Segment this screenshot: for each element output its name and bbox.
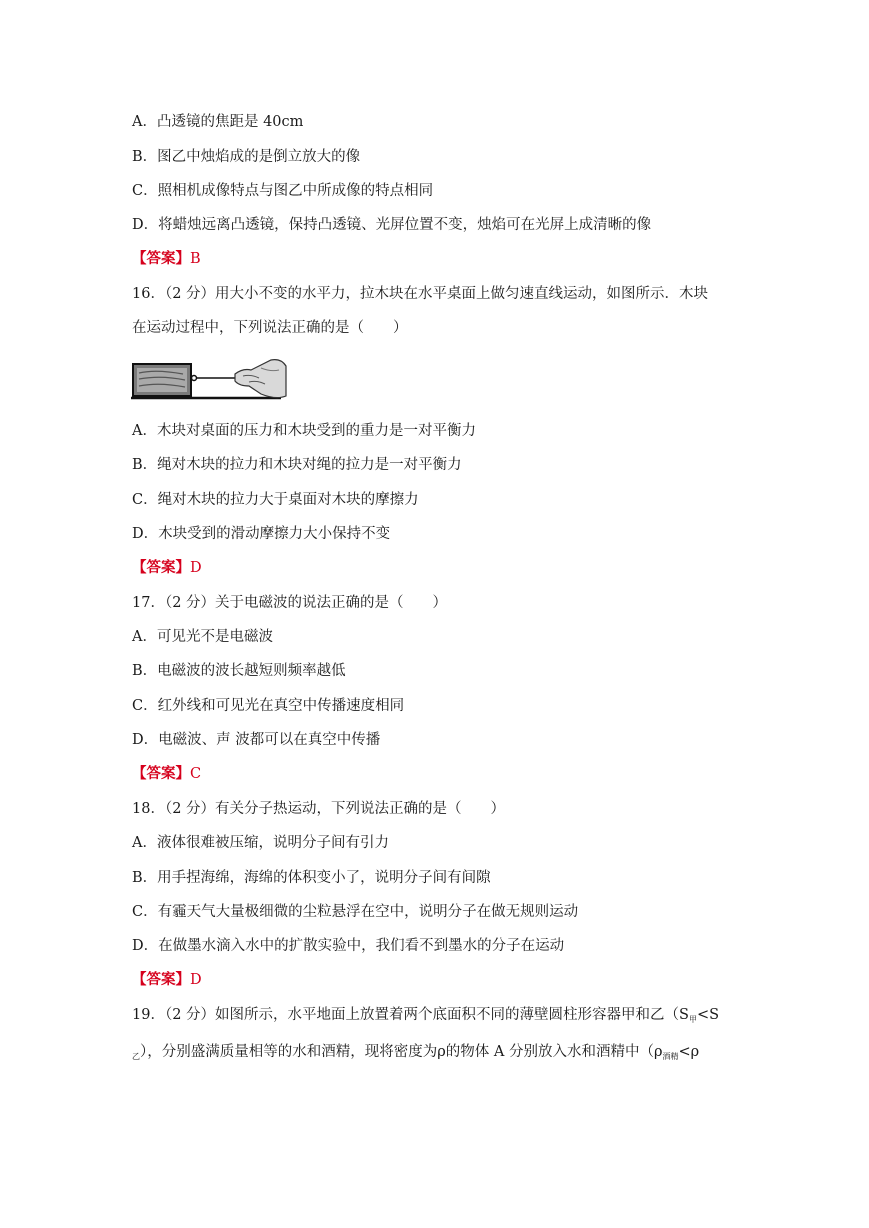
q15-option-b: B．图乙中烛焰成的是倒立放大的像: [132, 149, 361, 165]
q16-answer: [132, 558, 202, 578]
q18-option-c: C．有霾天气大量极细微的尘粒悬浮在空中，说明分子在做无规则运动: [132, 904, 579, 920]
q19-stem-line1: [132, 1005, 719, 1030]
q17-answer: [132, 764, 201, 784]
q17-option-d: D．电磁波、声 波都可以在真空中传播: [132, 732, 381, 748]
q17-option-c: C．红外线和可见光在真空中传播速度相同: [132, 698, 405, 714]
q15-option-c: C．照相机成像特点与图乙中所成像的特点相同: [132, 183, 434, 199]
q19-line2-tail: <ρ: [678, 1044, 700, 1060]
q19-subscript-jiujing: 酒精: [662, 1052, 679, 1061]
q19-line1-tail: <S: [696, 1007, 720, 1023]
q19-line1-text: 19．（2 分）如图所示，水平地面上放置着两个底面积不同的薄壁圆柱形容器甲和乙（S: [132, 1007, 689, 1023]
q15-answer: [132, 249, 201, 269]
answer-label: 【答案】: [132, 765, 190, 782]
q15-option-d: D．将蜡烛远离凸透镜，保持凸透镜、光屏位置不变，烛焰可在光屏上成清晰的像: [132, 217, 652, 233]
q17-stem: 17．（2 分）关于电磁波的说法正确的是（ ）: [132, 595, 448, 611]
q18-option-d: D．在做墨水滴入水中的扩散实验中，我们看不到墨水的分子在运动: [132, 938, 565, 954]
q16-option-c: C．绳对木块的拉力大于桌面对木块的摩擦力: [132, 492, 419, 508]
answer-value: B: [190, 251, 201, 267]
q16-stem-line1: 16．（2 分）用大小不变的水平力，拉木块在水平桌面上做匀速直线运动，如图所示．木块: [132, 286, 709, 302]
q16-option-d: D．木块受到的滑动摩擦力大小保持不变: [132, 526, 391, 542]
q19-subscript-jia: 甲: [688, 1015, 697, 1024]
q17-option-b: B．电磁波的波长越短则频率越低: [132, 663, 346, 679]
q17-option-a: A．可见光不是电磁波: [132, 629, 273, 645]
q18-option-a: A．液体很难被压缩，说明分子间有引力: [132, 835, 389, 851]
q19-subscript-yi: 乙: [132, 1052, 140, 1061]
answer-label: 【答案】: [132, 971, 190, 988]
q16-option-b: B．绳对木块的拉力和木块对绳的拉力是一对平衡力: [132, 457, 462, 473]
q16-option-a: A．木块对桌面的压力和木块受到的重力是一对平衡力: [132, 423, 476, 439]
answer-value: D: [190, 560, 202, 576]
q18-answer: [132, 970, 202, 990]
q15-option-a: A．凸透镜的焦距是 40cm: [132, 114, 304, 130]
q16-stem-line2: 在运动过程中，下列说法正确的是（ ）: [132, 320, 408, 336]
answer-value: D: [190, 972, 202, 988]
answer-label: 【答案】: [132, 250, 190, 267]
q18-stem: 18．（2 分）有关分子热运动，下列说法正确的是（ ）: [132, 801, 506, 817]
q16-wood-block-figure: [131, 356, 289, 406]
q18-option-b: B．用手捏海绵，海绵的体积变小了，说明分子间有间隙: [132, 870, 491, 886]
answer-label: 【答案】: [132, 559, 190, 576]
answer-value: C: [190, 766, 202, 782]
q19-stem-line2: [132, 1042, 699, 1067]
q19-line2-text: ），分别盛满质量相等的水和酒精，现将密度为ρ的物体 A 分别放入水和酒精中（ρ: [140, 1044, 663, 1060]
